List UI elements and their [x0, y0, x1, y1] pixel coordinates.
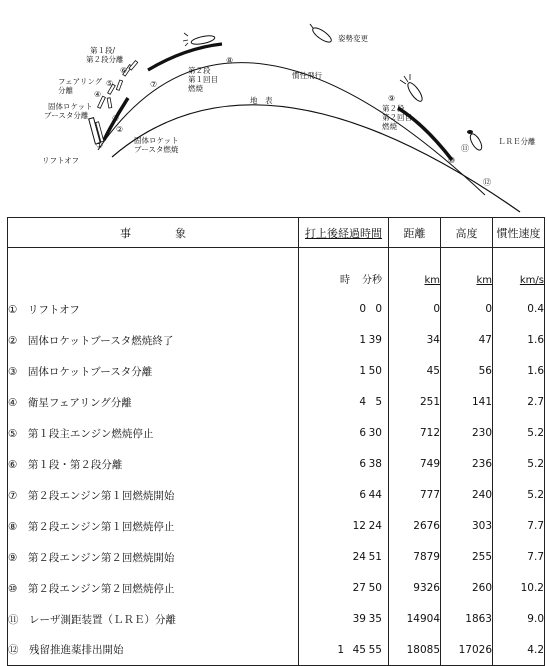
altitude-cell: 1863: [441, 604, 493, 635]
elapsed-time-cell: [299, 542, 389, 573]
elapsed-time-cell: [299, 573, 389, 604]
time-minute: 24: [352, 551, 366, 563]
label-stage-sep-2: 第２段分離: [86, 55, 124, 64]
event-number: ③: [8, 365, 18, 378]
velocity-cell: 0.4: [493, 294, 545, 325]
marker-11: ⑪: [461, 144, 469, 153]
time-second: 5: [375, 396, 382, 408]
label-second-second-3: 燃焼: [382, 122, 397, 131]
time-hour: [330, 334, 344, 346]
velocity-cell: 10.2: [493, 573, 545, 604]
marker-2: ②: [116, 125, 124, 134]
distance-cell: 14904: [389, 604, 441, 635]
elapsed-time-cell: [299, 325, 389, 356]
time-second: 0: [375, 303, 382, 315]
altitude-cell: 240: [441, 480, 493, 511]
time-second: 35: [368, 613, 382, 625]
units-row: [8, 248, 545, 294]
label-liftoff: リフトオフ: [42, 156, 80, 165]
event-number: ④: [8, 396, 18, 409]
event-cell: [8, 294, 299, 325]
time-second: 50: [368, 582, 382, 594]
elapsed-time-cell: [299, 480, 389, 511]
event-number: ⑪: [8, 613, 19, 626]
rocket-icon-attitude: [310, 24, 333, 45]
table-row: [8, 573, 545, 604]
time-minute: 6: [359, 427, 366, 439]
velocity-cell: 9.0: [493, 604, 545, 635]
event-name: リフトオフ: [27, 303, 80, 316]
header-event: 事 象: [8, 218, 299, 248]
trajectory-diagram: [0, 0, 547, 215]
distance-cell: 34: [389, 325, 441, 356]
label-fairing-2: 分離: [58, 86, 73, 95]
elapsed-time-cell: [299, 294, 389, 325]
velocity-cell: 7.7: [493, 542, 545, 573]
event-name: 固体ロケットブースタ分離: [27, 365, 153, 378]
distance-cell: 712: [389, 418, 441, 449]
altitude-cell: 56: [441, 356, 493, 387]
label-srb-sep-1: 固体ロケット: [48, 102, 93, 111]
time-hour: [330, 551, 344, 563]
event-number: ①: [8, 303, 18, 316]
label-second-second-1: 第２段: [382, 104, 405, 113]
altitude-cell: 230: [441, 418, 493, 449]
marker-9: ⑨: [388, 94, 396, 103]
elapsed-time-cell: [299, 511, 389, 542]
time-hour: [330, 458, 344, 470]
event-number: ⑦: [8, 489, 18, 502]
table-row: [8, 480, 545, 511]
event-cell: [8, 573, 299, 604]
marker-7: ⑦: [150, 80, 158, 89]
altitude-cell: 255: [441, 542, 493, 573]
velocity-cell: 2.7: [493, 387, 545, 418]
velocity-cell: 1.6: [493, 356, 545, 387]
distance-cell: 749: [389, 449, 441, 480]
distance-cell: 45: [389, 356, 441, 387]
marker-5: ⑤: [106, 79, 114, 88]
event-number: ⑫: [8, 644, 19, 657]
time-minute: 45: [352, 643, 366, 656]
time-minute: 39: [352, 613, 366, 625]
altitude-cell: 236: [441, 449, 493, 480]
table-row: [8, 511, 545, 542]
time-hour: [330, 489, 344, 501]
time-minute: 6: [359, 489, 366, 501]
time-minute: 1: [359, 365, 366, 377]
units-time-cell: [299, 248, 389, 294]
marker-4: ④: [94, 90, 102, 99]
event-number: ②: [8, 334, 18, 347]
second-stage-first-burn-segment: [148, 44, 222, 70]
altitude-cell: 17026: [441, 635, 493, 666]
event-name: 残留推進薬排出開始: [29, 644, 124, 657]
label-attitude-change: 姿勢変更: [338, 34, 368, 43]
table-row: [8, 418, 545, 449]
event-cell: [8, 387, 299, 418]
label-second-first-3: 燃焼: [188, 84, 203, 93]
marker-3: ③: [112, 114, 120, 123]
time-second: 55: [368, 643, 382, 656]
label-lre-sep: ＬＲＥ分離: [498, 137, 536, 146]
altitude-cell: 0: [441, 294, 493, 325]
event-name: レーザ測距装置（ＬＲＥ）分離: [29, 613, 176, 626]
marker-6: ⑥: [120, 66, 128, 75]
marker-12: ⑫: [483, 178, 491, 187]
time-minute: 12: [352, 520, 366, 532]
event-cell: [8, 511, 299, 542]
event-name: 第２段エンジン第２回燃焼停止: [27, 582, 175, 595]
rocket-icon-lre: [467, 130, 484, 152]
time-second: 50: [368, 365, 382, 377]
time-second: 30: [368, 427, 382, 439]
event-number: ⑨: [8, 551, 18, 564]
label-second-first-2: 第１回目: [188, 75, 218, 84]
time-hour: [330, 582, 344, 594]
velocity-cell: 4.2: [493, 635, 545, 666]
table-row: [8, 449, 545, 480]
time-minute: 1: [359, 334, 366, 346]
event-name: 第２段エンジン第１回燃焼停止: [27, 520, 175, 533]
event-name: 衛星フェアリング分離: [27, 396, 132, 409]
label-srb-burn-1: 固体ロケット: [134, 136, 179, 145]
velocity-cell: 5.2: [493, 449, 545, 480]
distance-cell: 7879: [389, 542, 441, 573]
label-earth-surface: 地 表: [250, 96, 273, 105]
altitude-cell: 303: [441, 511, 493, 542]
velocity-cell: 5.2: [493, 418, 545, 449]
unit-velocity: km/s: [519, 274, 544, 286]
time-hour: [330, 427, 344, 439]
label-inertial-flight: 慣性飛行: [292, 71, 322, 80]
altitude-cell: 141: [441, 387, 493, 418]
distance-cell: 777: [389, 480, 441, 511]
header-velocity: 慣性速度: [493, 218, 545, 248]
marker-10: ⑩: [448, 156, 456, 165]
elapsed-time-cell: [299, 356, 389, 387]
time-hour: [330, 613, 344, 625]
time-second: 51: [368, 551, 382, 563]
event-name: 第１段主エンジン燃焼停止: [27, 427, 154, 440]
label-stage-sep-1: 第１段/: [90, 46, 116, 55]
flight-events-table: [7, 217, 545, 666]
time-hour: 1: [337, 643, 344, 656]
rocket-icon-second-burn: [400, 74, 425, 103]
time-hour: [330, 303, 344, 315]
event-name: 第２段エンジン第２回燃焼開始: [27, 551, 175, 564]
time-minute: 6: [359, 458, 366, 470]
distance-cell: 2676: [389, 511, 441, 542]
event-name: 第２段エンジン第１回燃焼開始: [27, 489, 175, 502]
event-name: 第１段・第２段分離: [27, 458, 123, 471]
time-second: 38: [368, 458, 382, 470]
label-second-first-1: 第２段: [188, 66, 211, 75]
event-cell: [8, 418, 299, 449]
time-hour: [330, 365, 344, 377]
header-altitude: 高度: [441, 218, 493, 248]
elapsed-time-cell: [299, 387, 389, 418]
altitude-cell: 260: [441, 573, 493, 604]
velocity-cell: 7.7: [493, 511, 545, 542]
unit-hour: 時: [340, 274, 350, 286]
elapsed-time-cell: [299, 418, 389, 449]
earth-surface-arc: [112, 105, 520, 212]
time-second: 44: [368, 489, 382, 501]
event-name: 固体ロケットブースタ燃焼終了: [27, 334, 174, 347]
event-cell: [8, 604, 299, 635]
event-number: ⑧: [8, 520, 18, 533]
elapsed-time-cell: [299, 449, 389, 480]
velocity-cell: 5.2: [493, 480, 545, 511]
unit-altitude: km: [476, 274, 492, 286]
marker-8: ⑧: [226, 56, 234, 65]
table-row: [8, 542, 545, 573]
event-cell: [8, 635, 299, 666]
distance-cell: 18085: [389, 635, 441, 666]
units-event-cell: [8, 248, 299, 294]
table-header-row: [8, 218, 545, 248]
label-srb-burn-2: ブースタ燃焼: [134, 145, 179, 154]
velocity-cell: 1.6: [493, 325, 545, 356]
event-cell: [8, 325, 299, 356]
label-second-second-2: 第２回目: [382, 113, 412, 122]
time-second: 39: [368, 334, 382, 346]
time-hour: [330, 520, 344, 532]
elapsed-time-cell: [299, 604, 389, 635]
event-cell: [8, 542, 299, 573]
marker-1: ①: [96, 141, 104, 150]
event-number: ⑥: [8, 458, 18, 471]
label-fairing-1: フェアリング: [58, 77, 103, 86]
table-row: [8, 387, 545, 418]
header-elapsed-text: 打上後経過時間: [305, 226, 382, 240]
event-number: ⑩: [8, 582, 18, 595]
event-cell: [8, 356, 299, 387]
table-row: [8, 635, 545, 666]
unit-distance: km: [424, 274, 440, 286]
distance-cell: 251: [389, 387, 441, 418]
event-cell: [8, 480, 299, 511]
event-cell: [8, 449, 299, 480]
altitude-cell: 47: [441, 325, 493, 356]
event-number: ⑤: [8, 427, 18, 440]
time-minute: 0: [359, 303, 366, 315]
time-hour: [330, 396, 344, 408]
time-minute: 27: [352, 582, 366, 594]
elapsed-time-cell: [299, 635, 389, 666]
distance-cell: 0: [389, 294, 441, 325]
time-second: 24: [368, 520, 382, 532]
table-row: [8, 325, 545, 356]
distance-cell: 9326: [389, 573, 441, 604]
table-row: [8, 604, 545, 635]
unit-second: 秒: [372, 274, 382, 286]
table-row: [8, 294, 545, 325]
table-row: [8, 356, 545, 387]
header-distance: 距離: [389, 218, 441, 248]
label-srb-sep-2: ブースタ分離: [44, 111, 89, 120]
header-elapsed: [299, 218, 389, 248]
unit-minute: 分: [362, 274, 372, 286]
time-minute: 4: [359, 396, 366, 408]
